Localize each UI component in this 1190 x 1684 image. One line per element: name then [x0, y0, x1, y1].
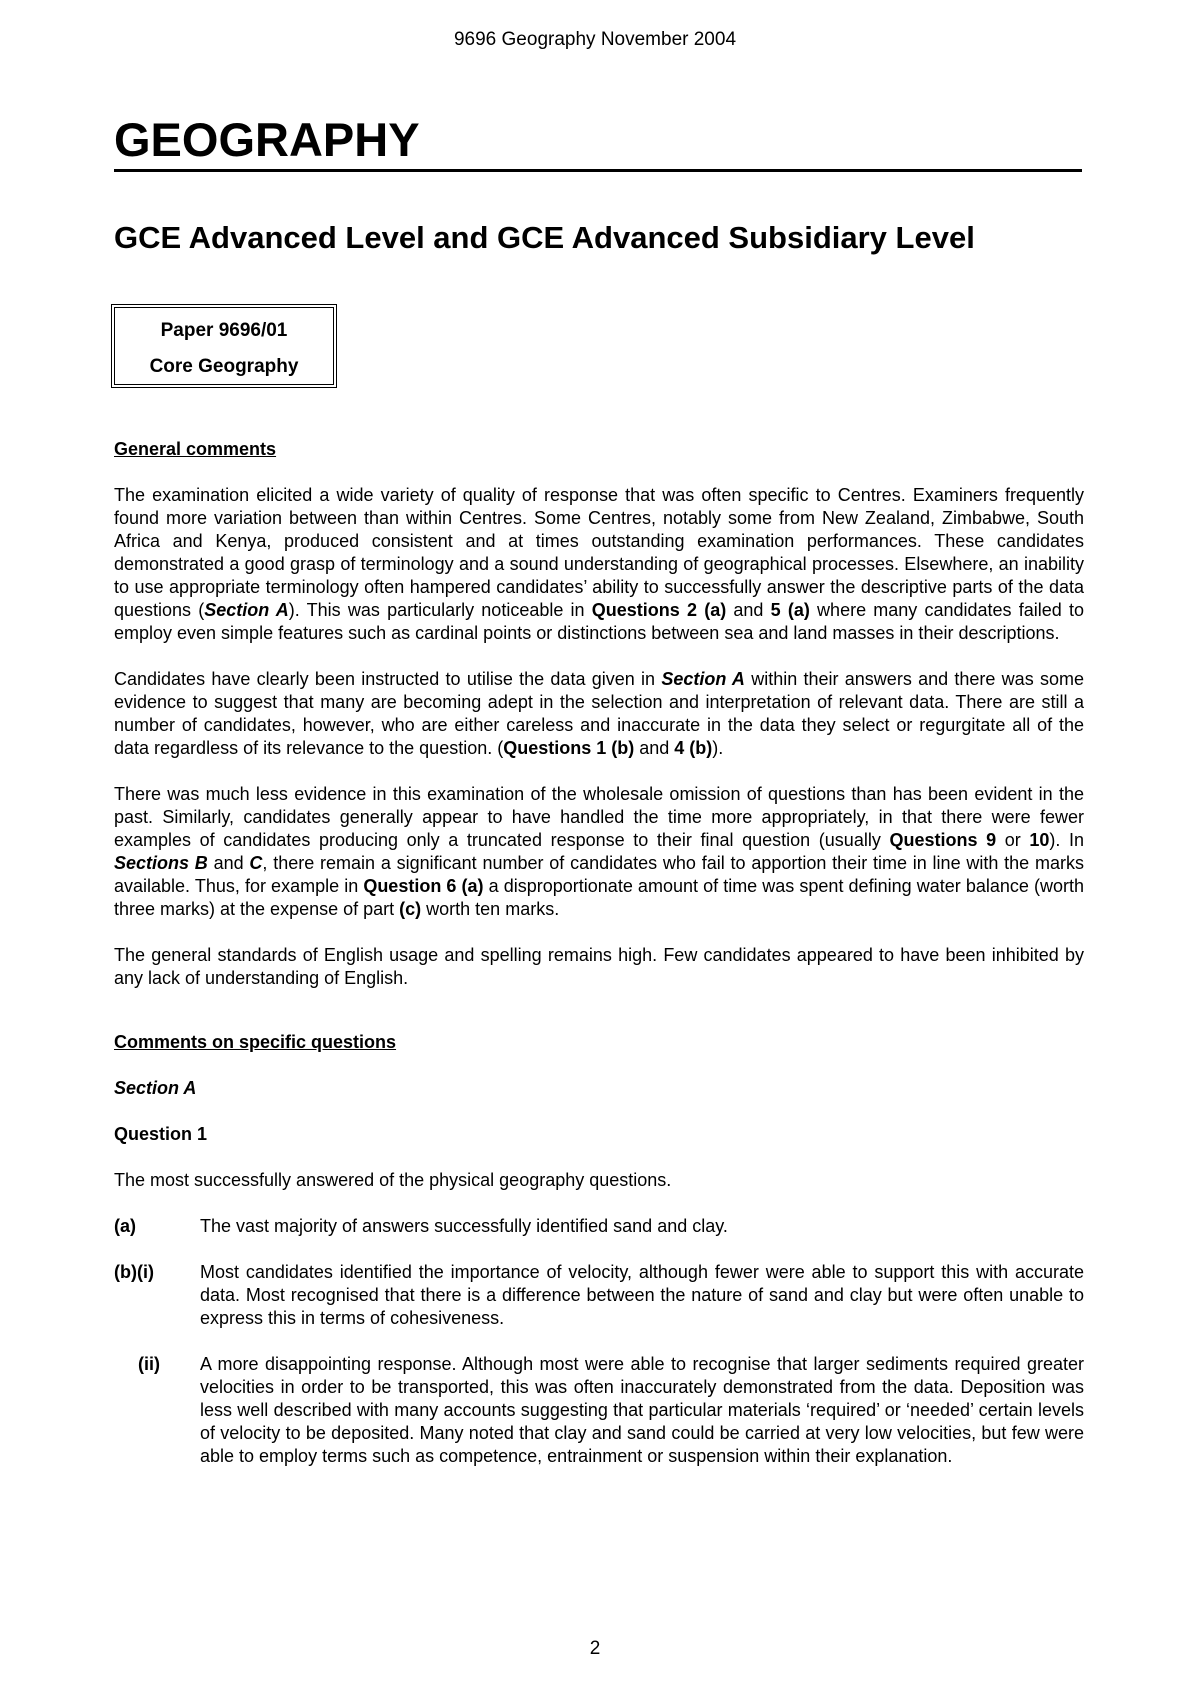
running-header: 9696 Geography November 2004 [453, 29, 737, 50]
paper-number: Paper 9696/01 [160, 320, 288, 341]
section-ref: Section A [204, 600, 289, 620]
item-label: (ii) [138, 1354, 160, 1374]
general-paragraph-4: The general standards of English usage and spelling remains high. Few candidates appeared to have been inhibited by any lack of understanding of English. [114, 945, 1084, 988]
item-text: A more disappointing response. Although most were able to recognise that larger sediments required greater velocities in order to be transported, this was often inaccurately demonstrated from the data. Deposition was less well described with many accounts suggesting that particular materials ‘required’ or ‘needed’ certain levels of velocity to be deposited. Many noted that clay and sand could be carried at very low velocities, but few were able to employ terms such as competence, entrainment or suspension within their explanation. [200, 1354, 1084, 1466]
section-ref: Sections B [114, 853, 208, 873]
question-ref: 10 [1029, 830, 1050, 850]
question-ref: Questions 1 (b) [503, 738, 635, 758]
paper-name: Core Geography [149, 356, 299, 377]
section-ref: Section A [661, 669, 745, 689]
answer-item [114, 1215, 1084, 1238]
level-title: GCE Advanced Level and GCE Advanced Subsidiary Level [114, 220, 975, 255]
question-intro: The most successfully answered of the physical geography questions. [114, 1170, 672, 1190]
question-ref: Question 6 (a) [363, 876, 484, 896]
section-ref: C [249, 853, 263, 873]
answer-item [114, 1353, 1084, 1468]
paper-box [111, 304, 337, 388]
question-ref: Questions 9 [889, 830, 997, 850]
section-label: Section A [114, 1078, 197, 1098]
item-label: (a) [114, 1216, 136, 1236]
general-paragraph-2: Candidates have clearly been instructed to utilise the data given in Section A within their answers and there was some evidence to suggest that many are becoming adept in the selection and interpretation of relevant data. There are still a number of candidates, however, who are either careless and inaccurate in the data they select or regurgitate all of the data regardless of its relevance to the question. (Questions 1 (b) and 4 (b)). [114, 669, 1084, 758]
item-text: The vast majority of answers successfully identified sand and clay. [200, 1216, 728, 1236]
item-text: Most candidates identified the importance of velocity, although fewer were able to support this with accurate data. Most recognised that there is a difference between the nature of sand and clay but were often unable to express this in terms of cohesiveness. [200, 1262, 1084, 1328]
report-body [114, 438, 1084, 1468]
question-ref: 4 (b) [674, 738, 713, 758]
question-title: Question 1 [114, 1124, 208, 1144]
specific-comments-heading: Comments on specific questions [114, 1032, 397, 1052]
answer-item [114, 1261, 1084, 1330]
subject-title: GEOGRAPHY [114, 112, 1082, 172]
general-paragraph-1: The examination elicited a wide variety of quality of response that was often specific to Centres. Examiners frequently found more variation between than within Centres. Some Centres, notably some from New Zealand, Zimbabwe, South Africa and Kenya, produced consistent and at times outstanding examination performances. These candidates demonstrated a good grasp of terminology and a sound understanding of geographical processes. Elsewhere, an inability to use appropriate terminology often hampered candidates’ ability to successfully answer the descriptive parts of the data questions (Section A). This was particularly noticeable in Questions 2 (a) and 5 (a) where many candidates failed to employ even simple features such as cardinal points or distinctions between sea and land masses in their descriptions. [114, 485, 1084, 643]
part-ref: (c) [399, 899, 422, 919]
item-label: (b)(i) [114, 1262, 154, 1282]
general-paragraph-3: There was much less evidence in this examination of the wholesale omission of questions than has been evident in the past. Similarly, candidates generally appear to have handled the time more appropriately, in that there were fewer examples of candidates producing only a truncated response to their final question (usually Questions 9 or 10). In Sections B and C, there remain a significant number of candidates who fail to apportion their time in line with the marks available. Thus, for example in Question 6 (a) a disproportionate amount of time was spent defining water balance (worth three marks) at the expense of part (c) worth ten marks. [114, 784, 1085, 919]
page-number: 2 [589, 1638, 601, 1659]
general-comments-heading: General comments [114, 439, 277, 459]
question-ref: Questions 2 (a) [591, 600, 727, 620]
question-ref: 5 (a) [770, 600, 810, 620]
